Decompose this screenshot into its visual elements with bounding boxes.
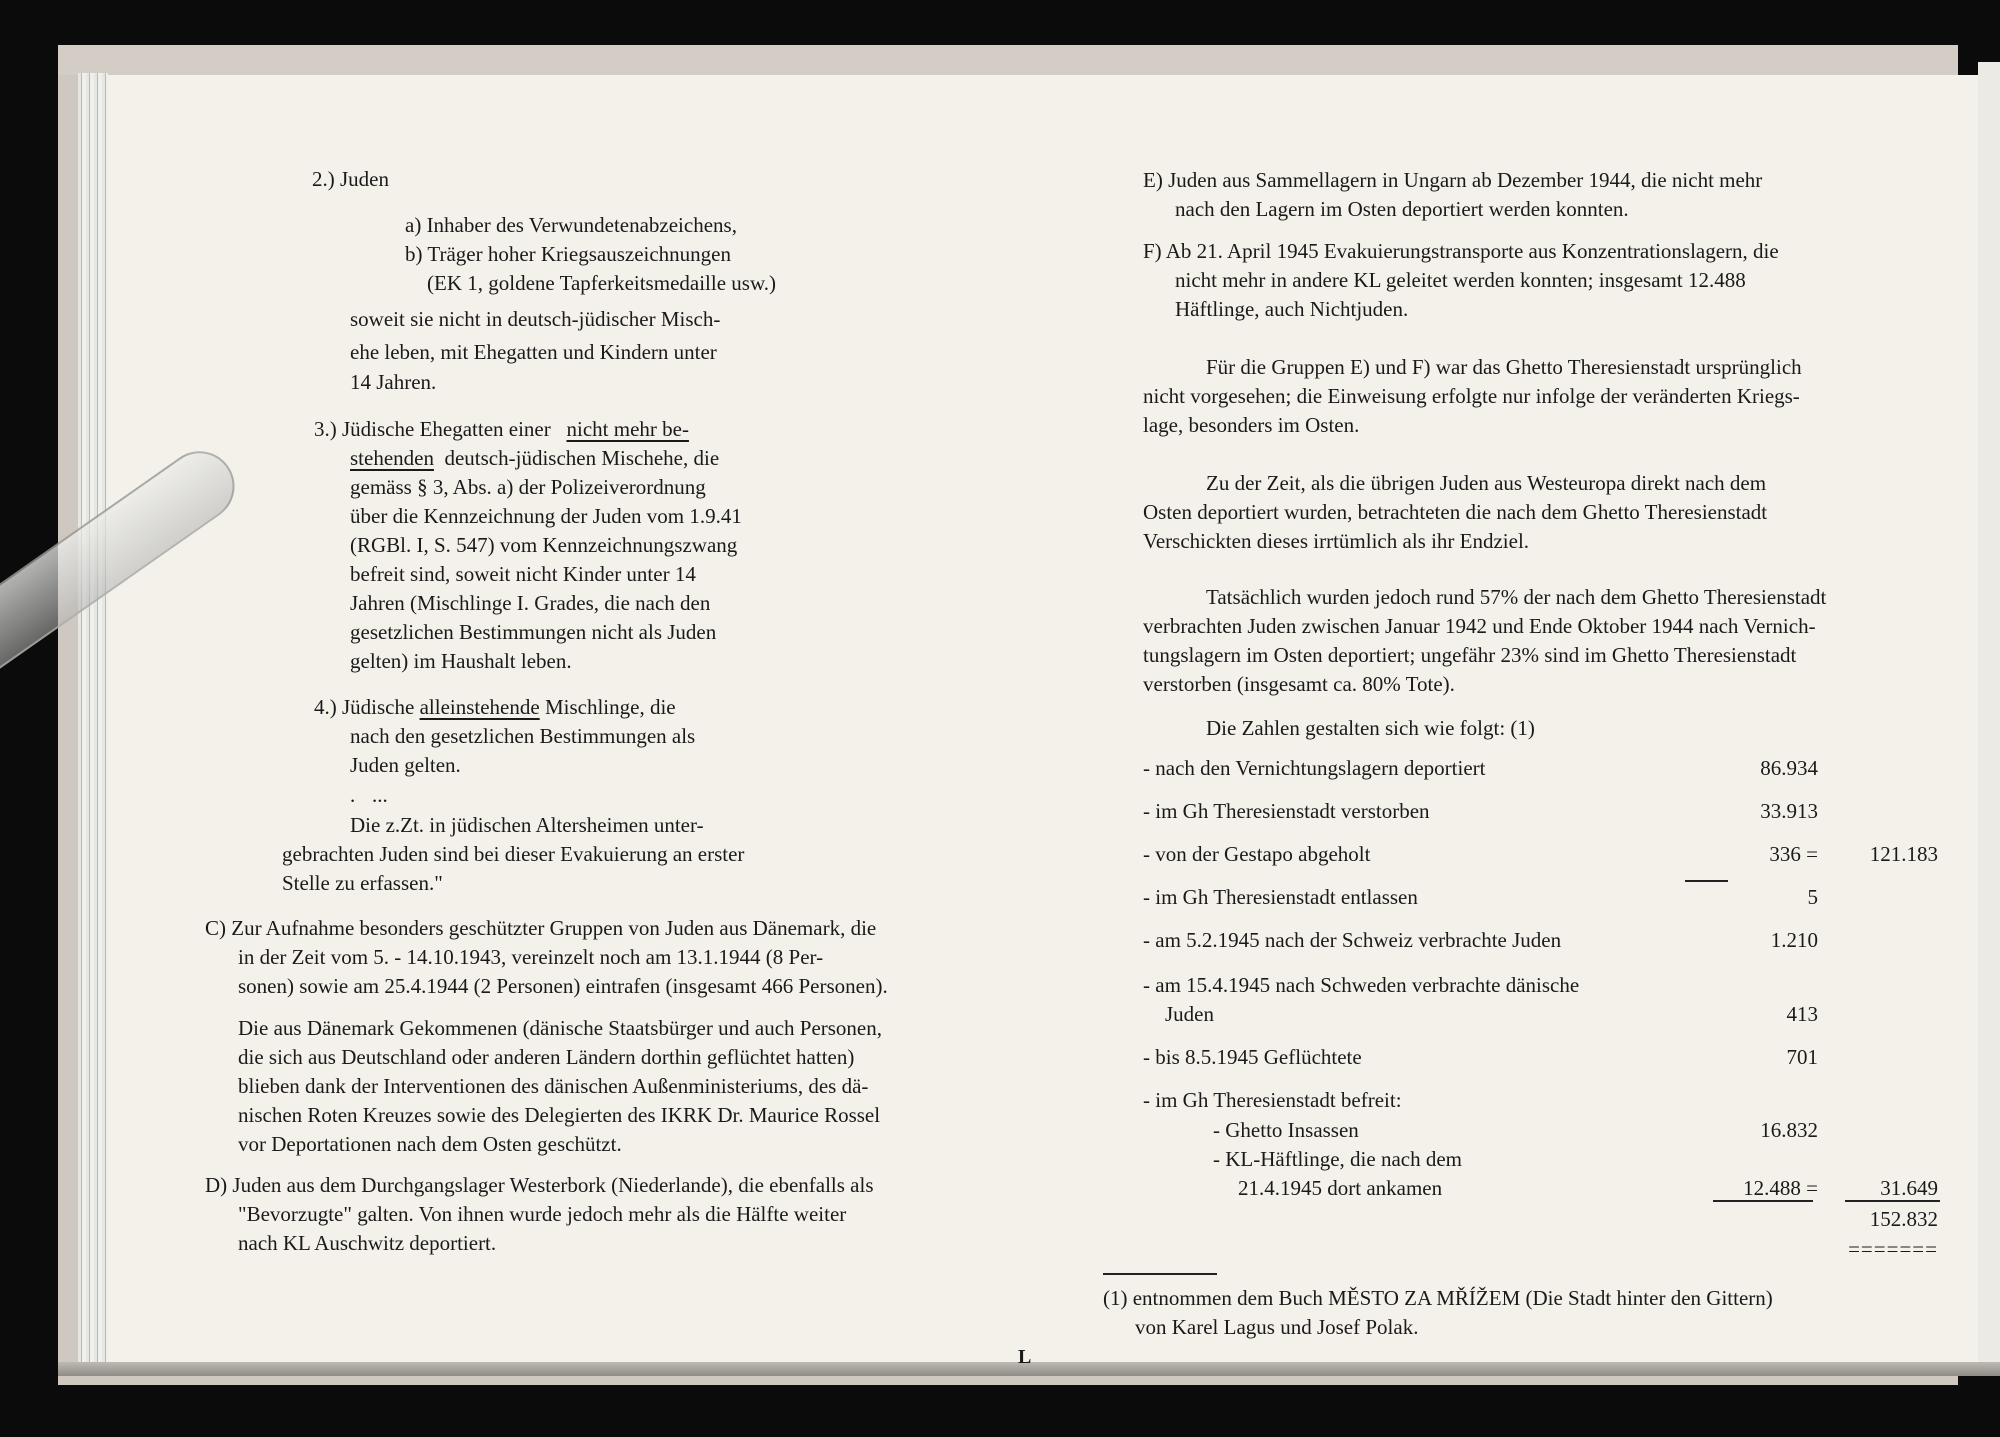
table-row-label: Juden [1165,1002,1214,1026]
quote-line: Die z.Zt. in jüdischen Altersheimen unter- [350,813,704,837]
quote-line: gebrachten Juden sind bei dieser Evakuierung an erster [282,842,745,866]
item3-underlined: stehenden [350,446,434,470]
table-row-label: - im Gh Theresienstadt befreit: [1143,1088,1402,1112]
para2-line: Osten deportiert wurden, betrachteten die nach dem Ghetto Theresienstadt [1143,500,1768,524]
table-row-label: - von der Gestapo abgeholt [1143,842,1371,866]
item3-text: deutsch-jüdischen Mischehe, die [444,446,720,470]
para1-line: lage, besonders im Osten. [1143,413,1360,437]
footnote-rule [1103,1273,1217,1275]
section-f-line: F) Ab 21. April 1945 Evakuierungstransporte aus Konzentrationslagern, die [1143,239,1779,263]
section-f-line: nicht mehr in andere KL geleitet werden konnten; insgesamt 12.488 [1175,268,1746,292]
table-row-label: - nach den Vernichtungslagern deportiert [1143,756,1486,780]
table-row-value: 86.934 [1760,756,1818,780]
item4-rest: Mischlinge, die [544,695,676,719]
item3-line: gelten) im Haushalt leben. [350,649,572,673]
footnote-line: (1) entnommen dem Buch MĚSTO ZA MŘÍŽEM (Die Stadt hinter den Gittern) [1103,1286,1773,1310]
section-f-line: Häftlinge, auch Nichtjuden. [1175,297,1409,321]
item2-b: b) Träger hoher Kriegsauszeichnungen [405,242,731,266]
para1-line: nicht vorgesehen; die Einweisung erfolgte nur infolge der veränderten Kriegs- [1143,384,1800,408]
section-c-para: nischen Roten Kreuzes sowie des Delegierten des IKRK Dr. Maurice Rossel [238,1103,881,1127]
section-c-line: in der Zeit vom 5. - 14.10.1943, vereinzelt noch am 13.1.1944 (8 Per- [238,945,824,969]
table-row-label: - am 15.4.1945 nach Schweden verbrachte dänische [1143,973,1580,997]
item3-line: gemäss § 3, Abs. a) der Polizeiverordnung [350,475,706,499]
table-row-value: 413 [1786,1002,1818,1026]
table-row-label: - im Gh Theresienstadt verstorben [1143,799,1430,823]
table-row-label: - KL-Häftlinge, die nach dem [1213,1147,1462,1171]
item2-b2: (EK 1, goldene Tapferkeitsmedaille usw.) [427,271,777,295]
subtotal-underline [1685,880,1728,882]
ellipsis: ... [372,783,388,807]
section-d-line: D) Juden aus dem Durchgangslager Westerbork (Niederlande), die ebenfalls als [205,1173,874,1197]
item3-line: über die Kennzeichnung der Juden vom 1.9.41 [350,504,742,528]
table-row-label: - bis 8.5.1945 Geflüchtete [1143,1045,1362,1069]
section-d-line: nach KL Auschwitz deportiert. [238,1231,497,1255]
section-e-line: E) Juden aus Sammellagern in Ungarn ab Dezember 1944, die nicht mehr [1143,168,1763,192]
section-c-line: sonen) sowie am 25.4.1944 (2 Personen) eintrafen (insgesamt 466 Personen). [238,974,888,998]
item4-prefix: 4.) Jüdische [314,695,415,719]
table-row-value: 33.913 [1760,799,1818,823]
para3-line: Tatsächlich wurden jedoch rund 57% der nach dem Ghetto Theresienstadt [1206,585,1827,609]
item4-line1 [314,694,676,720]
item2-line: ehe leben, mit Ehegatten und Kindern unter [350,340,717,364]
section-c-para: blieben dank der Interventionen des dänischen Außenministeriums, des dä- [238,1074,869,1098]
item4-line: nach den gesetzlichen Bestimmungen als [350,724,696,748]
table-row-total: 31.649 [1880,1176,1938,1200]
binder-top-edge [58,45,1958,75]
table-row-value: 12.488 = [1743,1176,1818,1200]
page-number: L [1018,1346,1032,1368]
para1-line: Für die Gruppen E) und F) war das Ghetto Theresienstadt ursprünglich [1206,355,1802,379]
para3-line: verstorben (insgesamt ca. 80% Tote). [1143,672,1455,696]
double-rule: ======= [1848,1237,1938,1261]
table-row-value: 701 [1786,1045,1818,1069]
item4-underlined: alleinstehende [419,695,540,719]
page-stack-edge [78,73,108,1363]
section-e-line: nach den Lagern im Osten deportiert werden konnten. [1175,197,1629,221]
table-row-label: - Ghetto Insassen [1213,1118,1359,1142]
item2-line: 14 Jahren. [350,370,437,394]
quote-line: Stelle zu erfassen." [282,871,443,895]
item2-heading: 2.) Juden [312,167,389,191]
item4-line: Juden gelten. [350,753,461,777]
table-intro: Die Zahlen gestalten sich wie folgt: (1) [1206,716,1535,740]
item3-prefix: 3.) Jüdische Ehegatten einer [314,417,551,441]
footnote-line: von Karel Lagus und Josef Polak. [1135,1315,1419,1339]
item2-line: soweit sie nicht in deutsch-jüdischer Misch- [350,307,721,331]
subtotal-underline [1713,1200,1813,1202]
page-right-edge [1978,62,2000,1362]
section-c-line: C) Zur Aufnahme besonders geschützter Gruppen von Juden aus Dänemark, die [205,916,877,940]
table-row-value: 5 [1807,885,1818,909]
table-row-label: 21.4.1945 dort ankamen [1238,1176,1443,1200]
para2-line: Verschickten dieses irrtümlich als ihr Endziel. [1143,529,1530,553]
section-c-para: die sich aus Deutschland oder anderen Ländern dorthin geflüchtet hatten) [238,1045,855,1069]
item3-line: befreit sind, soweit nicht Kinder unter 14 [350,562,696,586]
item3-underlined: nicht mehr be- [566,417,689,441]
para2-line: Zu der Zeit, als die übrigen Juden aus Westeuropa direkt nach dem [1206,471,1767,495]
total-underline [1845,1200,1940,1202]
item2-a: a) Inhaber des Verwundetenabzeichens, [405,213,737,237]
table-row-value: 336 = [1769,842,1818,866]
section-c-para: vor Deportationen nach dem Osten geschützt. [238,1132,622,1156]
table-row-value: 16.832 [1760,1118,1818,1142]
table-row-value: 1.210 [1770,928,1818,952]
section-d-line: "Bevorzugte" galten. Von ihnen wurde jedoch mehr als die Hälfte weiter [238,1202,847,1226]
item3-line2 [350,445,719,471]
item3-line: (RGBl. I, S. 547) vom Kennzeichnungszwang [350,533,738,557]
table-row-total: 121.183 [1869,842,1938,866]
item3-line: gesetzlichen Bestimmungen nicht als Juden [350,620,717,644]
grand-total: 152.832 [1869,1207,1938,1231]
table-row-label: - am 5.2.1945 nach der Schweiz verbrachte Juden [1143,928,1562,952]
item3-line1 [314,416,689,442]
item3-line: Jahren (Mischlinge I. Grades, die nach den [350,591,711,615]
table-row-label: - im Gh Theresienstadt entlassen [1143,885,1418,909]
para3-line: tungslagern im Osten deportiert; ungefähr 23% sind im Ghetto Theresienstadt [1143,643,1797,667]
section-c-para: Die aus Dänemark Gekommenen (dänische Staatsbürger und auch Personen, [238,1016,882,1040]
dot: . [350,783,356,807]
para3-line: verbrachten Juden zwischen Januar 1942 und Ende Oktober 1944 nach Vernich- [1143,614,1816,638]
